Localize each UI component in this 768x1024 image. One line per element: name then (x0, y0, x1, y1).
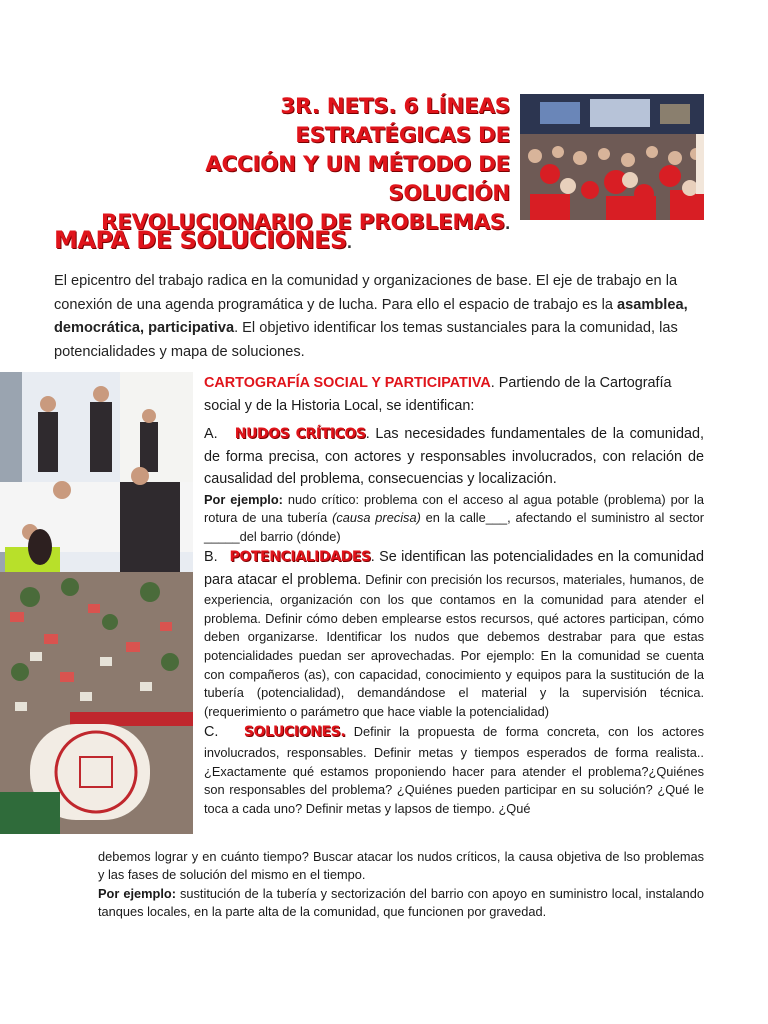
section-a-example-text-2: en la calle___, afectando el suministro al sector _____del barrio (dónde) (204, 510, 704, 544)
method-column (204, 372, 704, 818)
section-b-dot: . (370, 549, 375, 566)
section-c-continued (98, 848, 704, 922)
intro-bold: asamblea, democrática, participativa (54, 296, 688, 336)
section-a-paragraph (204, 423, 704, 491)
section-b-letter: B. (204, 549, 218, 566)
assembly-photo (520, 94, 704, 220)
title-line-2: ACCIÓN Y UN MÉTODO DE SOLUCIÓN (205, 152, 510, 206)
community-workshop-photo (0, 372, 193, 834)
document-title (100, 92, 510, 240)
title-line-1: 3R. NETS. 6 LÍNEAS ESTRATÉGICAS DE (280, 94, 510, 148)
section-b-paragraph (204, 546, 704, 721)
section-a-example-text-1: nudo crítico: problema con el acceso al agua potable (problema) por la rotura de una tubería (204, 491, 705, 526)
section-a-example-label: Por ejemplo: (204, 491, 283, 507)
section-a-dot: . (365, 426, 370, 442)
intro-paragraph (54, 270, 704, 364)
section-c-example (98, 885, 704, 922)
section-heading-text: MAPA DE SOLUCIONES (54, 226, 347, 254)
section-heading (54, 226, 352, 254)
section-c-text: Definir la propuesta de forma concreta, con los actores involucrados, responsables. Definir metas y tiempos esperados de forma realista.. ¿Exactamente qué estamos proponiendo hacer para atender el problema?¿Quiénes son responsables del problema? ¿Quiénes pueden participar en su solución? ¿Qué le toca a cada uno? Definir metas y lapsos de tiempo. ¿Qué (204, 724, 704, 816)
section-c-label: SOLUCIONES. (243, 724, 346, 741)
cartografia-text: . Partiendo de la Cartografía social y de la Historia Local, se identifican: (204, 375, 672, 414)
section-b-text: Definir con precisión los recursos, materiales, humanos, de experiencia, organización con los que contamos en la comunidad para atender el problema. Definir cómo deben emplearse estos recursos, qué actores participan, cómo deben organizarse. Identificar los nudos que debemos destrabar para que estas potencialidades puedan ser aprovechadas. Por ejemplo: En la comunidad se cuenta con compañeros (as), con capacidad, conocimiento y equipos para la sustitución de la tubería (potencialidad), demandándose el material y la supervisión técnica. (requerimiento o parámetro que hace viable la potencialidad) (204, 571, 704, 719)
section-c-letter: C. (204, 724, 219, 741)
section-a-example (204, 491, 704, 547)
section-c-continued-text: debemos lograr y en cuánto tiempo? Buscar atacar los nudos críticos, la causa objetiva de lso problemas y las fases de solución del mismo en el tiempo. (98, 849, 704, 883)
section-b-label: POTENCIALIDADES (229, 549, 371, 566)
heading-dot: . (346, 236, 352, 252)
section-a-example-italic: (causa precisa) (332, 510, 421, 526)
intro-text-2: . El objetivo identificar los temas sustanciales para la comunidad, las potencialidades y mapa de soluciones. (54, 320, 678, 360)
section-c-example-text: sustitución de la tubería y sectorización del barrio con apoyo en suministro local, instalando tanques locales, en la parte alta de la comunidad, que funcionen por gravedad. (98, 885, 704, 920)
section-c-paragraph (204, 721, 704, 818)
section-a-text: Las necesidades fundamentales de la comunidad, de forma precisa, con actores y responsables involucrados, con relación de causalidad del problema, consecuencias y localización. (204, 426, 705, 487)
title-line-3-text: REVOLUCIONARIO DE PROBLEMAS (100, 210, 505, 235)
section-a-label: NUDOS CRÍTICOS (234, 426, 366, 442)
section-a-letter: A. (204, 426, 218, 442)
cartografia-label: CARTOGRAFÍA SOCIAL Y PARTICIPATIVA (204, 375, 491, 391)
intro-text-1: El epicentro del trabajo radica en la comunidad y organizaciones de base. El eje de trabajo en la conexión de una agenda programática y de lucha. Para ello el espacio de trabajo es la (54, 273, 678, 313)
section-b-lead: Se identifican las potencialidades en la comunidad para atacar el problema. (204, 549, 705, 588)
section-c-example-label: Por ejemplo: (98, 885, 176, 901)
cartografia-paragraph (204, 372, 704, 417)
title-dot: . (504, 217, 510, 233)
